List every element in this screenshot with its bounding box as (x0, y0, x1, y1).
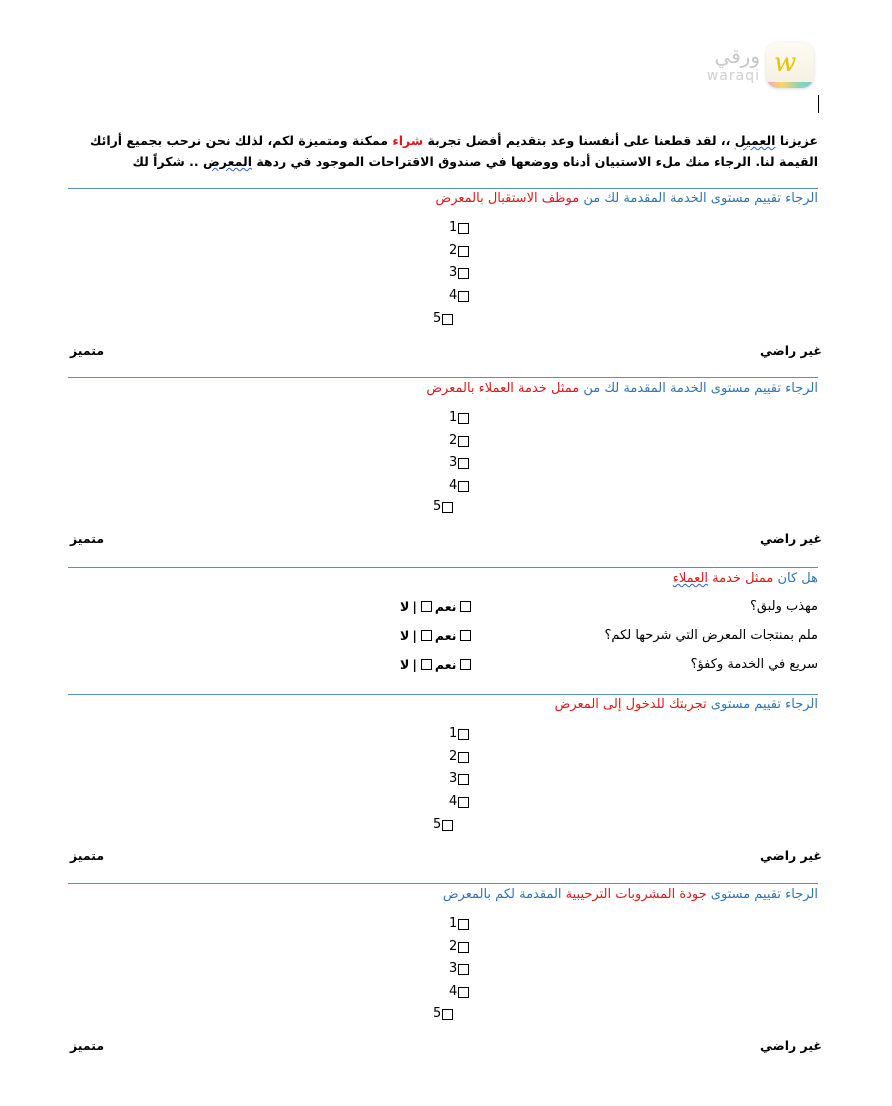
rating-option-1[interactable]: 1 (449, 916, 469, 932)
logo-arabic-text: ورقي (714, 44, 760, 68)
scale-low-label: غير راضي (760, 848, 822, 863)
no-checkbox[interactable] (421, 659, 432, 670)
yes-checkbox[interactable] (460, 601, 471, 612)
yes-no-answer: لا | نعم (400, 657, 471, 672)
checkbox[interactable] (458, 268, 469, 279)
checkbox[interactable] (458, 413, 469, 424)
yes-checkbox[interactable] (460, 659, 471, 670)
rating-option-2[interactable]: 2 (449, 433, 469, 449)
rating-option-5[interactable]: 5 (433, 817, 453, 833)
yes-no-question: مهذب ولبق؟ (749, 599, 818, 614)
checkbox[interactable] (458, 752, 469, 763)
section-divider (68, 188, 818, 189)
rating-option-2[interactable]: 2 (449, 939, 469, 955)
question-1-title: الرجاء تقييم مستوى الخدمة المقدمة لك من موظف الاستقبال بالمعرض (435, 191, 818, 206)
rating-option-2[interactable]: 2 (449, 749, 469, 765)
checkbox[interactable] (458, 964, 469, 975)
checkbox[interactable] (458, 919, 469, 930)
no-checkbox[interactable] (421, 630, 432, 641)
no-checkbox[interactable] (421, 601, 432, 612)
checkbox[interactable] (442, 1009, 453, 1020)
rating-option-3[interactable]: 3 (449, 455, 469, 471)
checkbox[interactable] (458, 436, 469, 447)
question-3-title: هل كان ممثل خدمة العملاء (672, 571, 818, 586)
scale-high-label: متميز (70, 1038, 105, 1053)
intro-paragraph: عزيزنا العميل ،، لقد قطعنا على أنفسنا وعد بتقديم أفضل تجربة شراء ممكنة ومتميزة لكم، لذلك نحن نرحب بجميع أرائك القيمة لنا. الرجاء منك ملء الاستبيان أدناه ووضعها في صندوق الاقتراحات الموجود في ردهة المعرض .. شكراً لك (89, 133, 818, 169)
scale-low-label: غير راضي (760, 343, 822, 358)
rating-option-2[interactable]: 2 (449, 243, 469, 259)
section-divider (68, 694, 818, 695)
checkbox[interactable] (442, 502, 453, 513)
checkbox[interactable] (442, 314, 453, 325)
rating-option-4[interactable]: 4 (449, 478, 469, 494)
section-divider (68, 377, 818, 378)
rating-option-3[interactable]: 3 (449, 961, 469, 977)
rating-option-4[interactable]: 4 (449, 794, 469, 810)
checkbox[interactable] (458, 223, 469, 234)
rating-option-4[interactable]: 4 (449, 984, 469, 1000)
rating-option-1[interactable]: 1 (449, 220, 469, 236)
question-4-title: الرجاء تقييم مستوى تجربتك للدخول إلى المعرض (554, 697, 818, 712)
checkbox[interactable] (458, 774, 469, 785)
checkbox[interactable] (458, 942, 469, 953)
logo-stripe (766, 82, 814, 88)
checkbox[interactable] (458, 458, 469, 469)
yes-no-answer: لا | نعم (400, 628, 471, 643)
section-divider (68, 567, 818, 568)
rating-option-5[interactable]: 5 (433, 1006, 453, 1022)
rating-option-4[interactable]: 4 (449, 288, 469, 304)
text-cursor (818, 95, 819, 113)
rating-option-3[interactable]: 3 (449, 265, 469, 281)
rating-option-1[interactable]: 1 (449, 726, 469, 742)
yes-no-answer: لا | نعم (400, 599, 471, 614)
scale-high-label: متميز (70, 343, 105, 358)
question-2-title: الرجاء تقييم مستوى الخدمة المقدمة لك من ممثل خدمة العملاء بالمعرض (426, 381, 818, 396)
checkbox[interactable] (458, 291, 469, 302)
scale-high-label: متميز (70, 848, 105, 863)
scale-low-label: غير راضي (760, 531, 822, 546)
checkbox[interactable] (442, 820, 453, 831)
waraqi-logo-icon (766, 42, 814, 88)
logo-glyph: w (774, 48, 797, 78)
checkbox[interactable] (458, 797, 469, 808)
rating-option-1[interactable]: 1 (449, 410, 469, 426)
logo-latin-text: waraqi (706, 68, 760, 84)
yes-no-question: ملم بمنتجات المعرض التي شرحها لكم؟ (604, 628, 818, 643)
checkbox[interactable] (458, 246, 469, 257)
rating-option-3[interactable]: 3 (449, 771, 469, 787)
yes-checkbox[interactable] (460, 630, 471, 641)
scale-low-label: غير راضي (760, 1038, 822, 1053)
section-divider (68, 883, 818, 884)
question-5-title: الرجاء تقييم مستوى جودة المشروبات الترحيبية المقدمة لكم بالمعرض (442, 887, 818, 902)
checkbox[interactable] (458, 987, 469, 998)
rating-option-5[interactable]: 5 (433, 311, 453, 327)
yes-no-question: سريع في الخدمة وكفؤ؟ (690, 657, 818, 672)
rating-option-5[interactable]: 5 (433, 499, 453, 515)
checkbox[interactable] (458, 729, 469, 740)
checkbox[interactable] (458, 481, 469, 492)
scale-high-label: متميز (70, 531, 105, 546)
